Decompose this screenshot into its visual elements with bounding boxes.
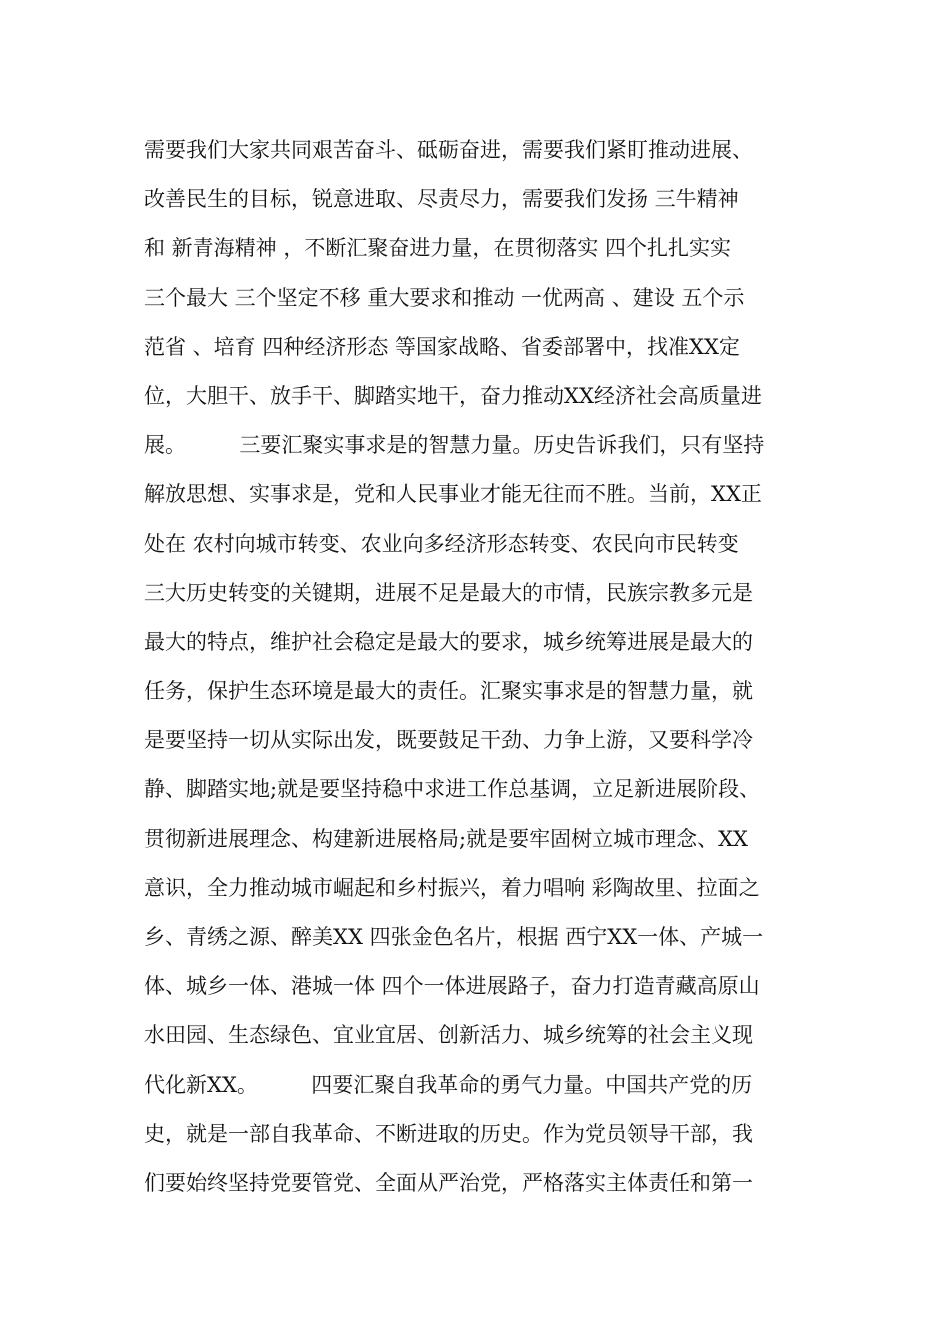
text-line: 史，就是一部自我革命、不断进取的历史。作为党员领导干部，我 bbox=[144, 1121, 753, 1146]
text-line: 处在 农村向城市转变、农业向多经济形态转变、农民向市民转变 bbox=[144, 531, 739, 556]
text-line: 意识，全力推动城市崛起和乡村振兴，着力唱响 彩陶故里、拉面之 bbox=[144, 875, 760, 900]
text-line: 体、城乡一体、港城一体 四个一体进展路子，奋力打造青藏高原山 bbox=[144, 974, 760, 999]
text-line: 展。 三要汇聚实事求是的智慧力量。历史告诉我们，只有坚持 bbox=[144, 433, 765, 458]
text-line: 代化新XX。 四要汇聚自我革命的勇气力量。中国共产党的历 bbox=[144, 1072, 753, 1097]
text-line: 是要坚持一切从实际出发，既要鼓足干劲、力争上游，又要科学冷 bbox=[144, 728, 753, 753]
text-line: 和 新青海精神 ，不断汇聚奋进力量，在贯彻落实 四个扎扎实实 bbox=[144, 236, 732, 261]
text-line: 三个最大 三个坚定不移 重大要求和推动 一优两高 、建设 五个示 bbox=[144, 285, 745, 310]
text-line: 解放思想、实事求是，党和人民事业才能无往而不胜。当前，XX正 bbox=[144, 482, 762, 507]
text-line: 改善民生的目标，锐意进取、尽责尽力，需要我们发扬 三牛精神 bbox=[144, 187, 739, 212]
text-line: 乡、青绣之源、醉美XX 四张金色名片，根据 西宁XX一体、产城一 bbox=[144, 925, 764, 949]
text-line: 范省 、培育 四种经济形态 等国家战略、省委部署中，找准XX定 bbox=[144, 334, 740, 359]
text-line: 任务，保护生态环境是最大的责任。汇聚实事求是的智慧力量，就 bbox=[144, 679, 753, 704]
body-text bbox=[144, 126, 814, 1208]
text-line: 需要我们大家共同艰苦奋斗、砥砺奋进，需要我们紧盯推动进展、 bbox=[144, 138, 753, 162]
text-line: 水田园、生态绿色、宜业宜居、创新活力、城乡统筹的社会主义现 bbox=[144, 1023, 753, 1048]
text-line: 最大的特点，维护社会稳定是最大的要求，城乡统筹进展是最大的 bbox=[144, 629, 753, 654]
text-line: 静、脚踏实地;就是要坚持稳中求进工作总基调，立足新进展阶段、 bbox=[144, 777, 761, 802]
text-line: 们要始终坚持党要管党、全面从严治党，严格落实主体责任和第一 bbox=[144, 1170, 753, 1195]
text-line: 贯彻新进展理念、构建新进展格局;就是要牢固树立城市理念、XX bbox=[144, 826, 748, 851]
text-line: 三大历史转变的关键期，进展不足是最大的市情，民族宗教多元是 bbox=[144, 580, 753, 605]
text-line: 位，大胆干、放手干、脚踏实地干，奋力推动XX经济社会高质量进 bbox=[144, 383, 762, 408]
